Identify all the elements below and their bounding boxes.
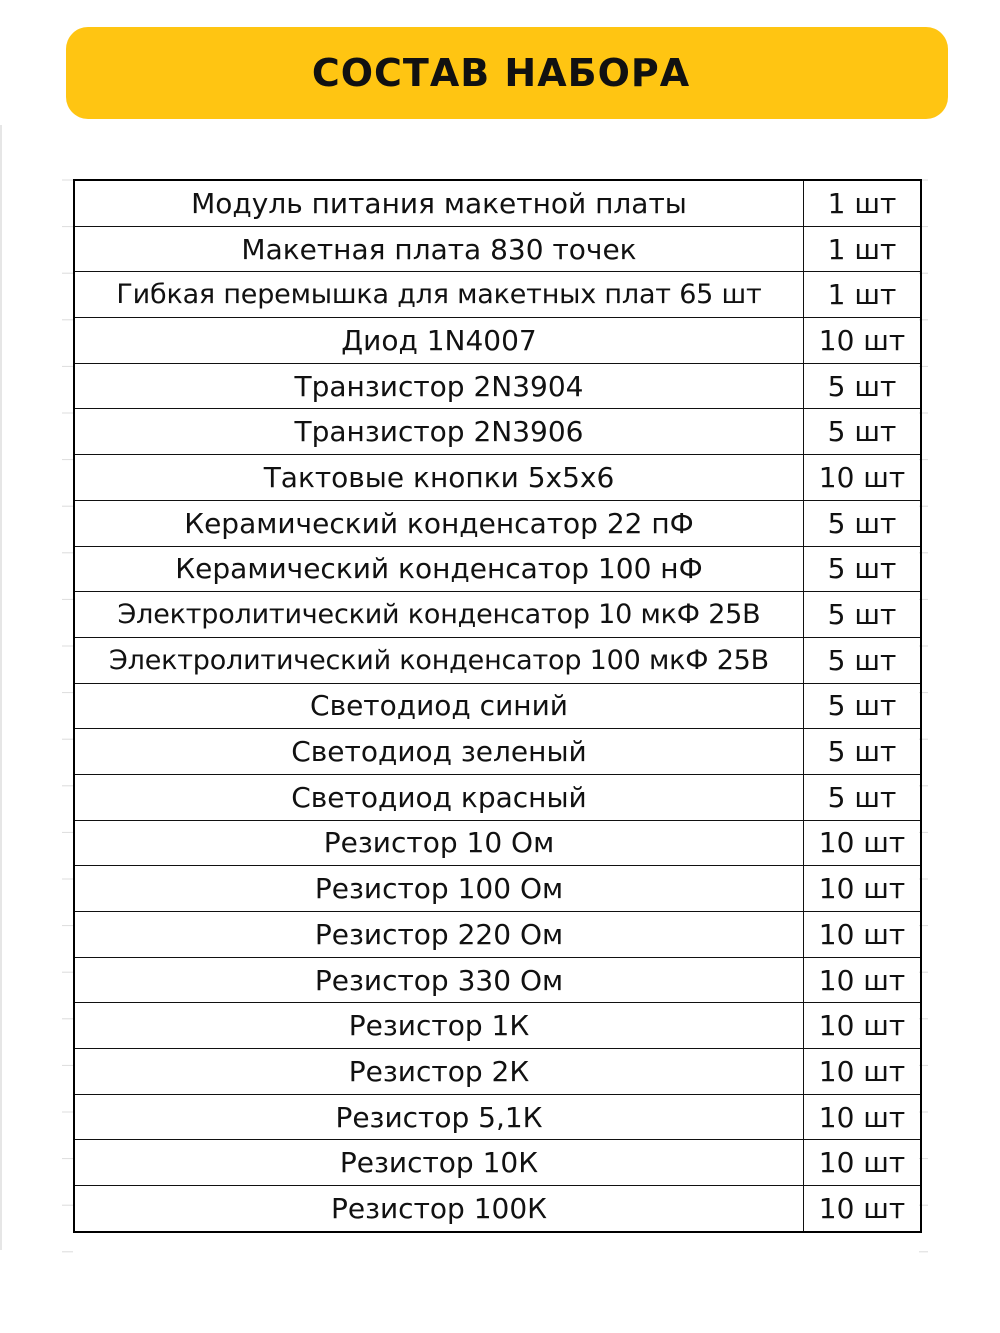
item-name-cell: Транзистор 2N3906 bbox=[74, 409, 804, 455]
table-row bbox=[74, 683, 921, 729]
item-name-cell: Светодиод синий bbox=[74, 683, 804, 729]
table-row bbox=[74, 318, 921, 364]
item-quantity-cell: 5 шт bbox=[804, 637, 922, 683]
item-name-cell: Диод 1N4007 bbox=[74, 318, 804, 364]
table-row bbox=[74, 500, 921, 546]
table-row bbox=[74, 820, 921, 866]
table-row bbox=[74, 592, 921, 638]
kit-contents-table bbox=[73, 179, 922, 1233]
table-row bbox=[74, 226, 921, 272]
item-quantity-cell: 10 шт bbox=[804, 318, 922, 364]
item-quantity-cell: 10 шт bbox=[804, 1049, 922, 1095]
table-row bbox=[74, 1049, 921, 1095]
table-row bbox=[74, 1140, 921, 1186]
item-name-cell: Электролитический конденсатор 100 мкФ 25В bbox=[74, 637, 804, 683]
item-quantity-cell: 5 шт bbox=[804, 546, 922, 592]
item-quantity-cell: 10 шт bbox=[804, 1094, 922, 1140]
item-name-cell: Светодиод красный bbox=[74, 774, 804, 820]
item-name-cell: Резистор 1К bbox=[74, 1003, 804, 1049]
item-name-cell: Модуль питания макетной платы bbox=[74, 180, 804, 226]
item-quantity-cell: 10 шт bbox=[804, 1003, 922, 1049]
table-row bbox=[74, 866, 921, 912]
item-quantity-cell: 1 шт bbox=[804, 226, 922, 272]
table-row bbox=[74, 546, 921, 592]
item-quantity-cell: 10 шт bbox=[804, 957, 922, 1003]
table-row bbox=[74, 1094, 921, 1140]
item-name-cell: Светодиод зеленый bbox=[74, 729, 804, 775]
item-quantity-cell: 1 шт bbox=[804, 180, 922, 226]
item-quantity-cell: 5 шт bbox=[804, 363, 922, 409]
item-name-cell: Резистор 100К bbox=[74, 1186, 804, 1232]
item-name-cell: Резистор 10К bbox=[74, 1140, 804, 1186]
item-name-cell: Гибкая перемышка для макетных плат 65 шт bbox=[74, 272, 804, 318]
item-name-cell: Керамический конденсатор 100 нФ bbox=[74, 546, 804, 592]
item-quantity-cell: 10 шт bbox=[804, 455, 922, 501]
item-quantity-cell: 5 шт bbox=[804, 409, 922, 455]
item-name-cell: Транзистор 2N3904 bbox=[74, 363, 804, 409]
table-row bbox=[74, 272, 921, 318]
table-row bbox=[74, 180, 921, 226]
table-row bbox=[74, 455, 921, 501]
item-quantity-cell: 10 шт bbox=[804, 820, 922, 866]
item-name-cell: Резистор 220 Ом bbox=[74, 912, 804, 958]
page-left-edge bbox=[0, 125, 2, 1250]
item-quantity-cell: 10 шт bbox=[804, 866, 922, 912]
item-quantity-cell: 5 шт bbox=[804, 592, 922, 638]
table-row bbox=[74, 912, 921, 958]
title-banner bbox=[66, 27, 948, 119]
item-quantity-cell: 5 шт bbox=[804, 774, 922, 820]
item-name-cell: Макетная плата 830 точек bbox=[74, 226, 804, 272]
item-quantity-cell: 5 шт bbox=[804, 683, 922, 729]
item-name-cell: Резистор 330 Ом bbox=[74, 957, 804, 1003]
table-row bbox=[74, 363, 921, 409]
item-name-cell: Электролитический конденсатор 10 мкФ 25В bbox=[74, 592, 804, 638]
item-quantity-cell: 1 шт bbox=[804, 272, 922, 318]
item-name-cell: Резистор 10 Ом bbox=[74, 820, 804, 866]
item-quantity-cell: 10 шт bbox=[804, 912, 922, 958]
item-quantity-cell: 10 шт bbox=[804, 1186, 922, 1232]
item-name-cell: Керамический конденсатор 22 пФ bbox=[74, 500, 804, 546]
kit-contents-body bbox=[74, 180, 921, 1232]
item-name-cell: Резистор 100 Ом bbox=[74, 866, 804, 912]
item-name-cell: Резистор 2К bbox=[74, 1049, 804, 1095]
table-row bbox=[74, 409, 921, 455]
table-row bbox=[74, 1003, 921, 1049]
table-row bbox=[74, 1186, 921, 1232]
table-row bbox=[74, 957, 921, 1003]
item-quantity-cell: 5 шт bbox=[804, 729, 922, 775]
table-row bbox=[74, 774, 921, 820]
item-quantity-cell: 5 шт bbox=[804, 500, 922, 546]
page-title: СОСТАВ НАБОРА bbox=[311, 51, 691, 95]
table-row bbox=[74, 637, 921, 683]
item-name-cell: Тактовые кнопки 5х5х6 bbox=[74, 455, 804, 501]
item-quantity-cell: 10 шт bbox=[804, 1140, 922, 1186]
item-name-cell: Резистор 5,1К bbox=[74, 1094, 804, 1140]
table-row bbox=[74, 729, 921, 775]
